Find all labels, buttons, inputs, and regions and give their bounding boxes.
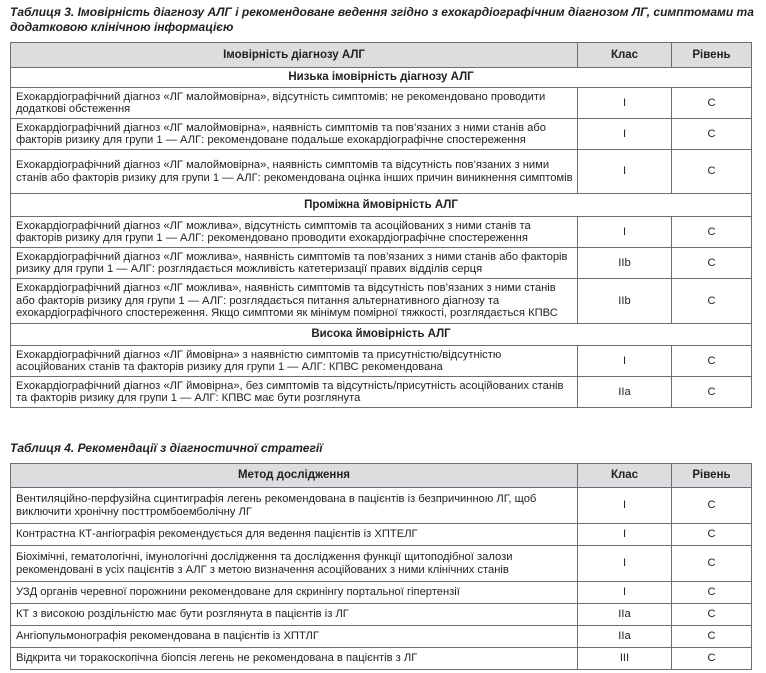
row-level: C <box>672 346 752 377</box>
section-title-high: Висока ймовірність АЛГ <box>11 324 752 346</box>
table3-header-row <box>11 43 752 68</box>
row-level: C <box>672 648 752 670</box>
row-level: C <box>672 524 752 546</box>
row-class: I <box>578 488 672 524</box>
section-row <box>11 324 752 346</box>
table-row <box>11 119 752 150</box>
header-level: Рівень <box>672 43 752 68</box>
row-class: I <box>578 346 672 377</box>
row-level: C <box>672 488 752 524</box>
row-text: Ехокардіографічний діагноз «ЛГ можлива», наявність симптомів та пов’язаних з ними станів або факторів ризику для групи 1 — АЛГ: розглядається можливість катетеризації правих відділів серця <box>11 248 578 279</box>
row-level: C <box>672 279 752 324</box>
row-level: C <box>672 626 752 648</box>
row-text: Ехокардіографічний діагноз «ЛГ малоймовірна», наявність симптомів та відсутність пов’язаних з ними станів або факторів ризику для групи 1 — АЛГ: рекомендована оцінка інших причин виникнення симптомів <box>11 150 578 194</box>
section-row <box>11 68 752 88</box>
row-class: III <box>578 648 672 670</box>
table-row <box>11 150 752 194</box>
header-method: Метод дослідження <box>11 464 578 488</box>
row-level: C <box>672 119 752 150</box>
table-row <box>11 377 752 408</box>
row-level: C <box>672 546 752 582</box>
table-row <box>11 546 752 582</box>
row-text: Ехокардіографічний діагноз «ЛГ ймовірна» з наявністю симптомів та присутністю/відсутністю асоційованих станів та факторів ризику для групи 1 — АЛГ: КПВС рекомендована <box>11 346 578 377</box>
row-class: I <box>578 150 672 194</box>
row-level: C <box>672 377 752 408</box>
row-text: Ехокардіографічний діагноз «ЛГ ймовірна», без симптомів та відсутність/присутність асоційованих станів та факторів ризику для групи 1 — АЛГ: КПВС має бути розглянута <box>11 377 578 408</box>
row-text: Ехокардіографічний діагноз «ЛГ можлива», відсутність симптомів та асоційованих з ними станів та факторів ризику для групи 1 — АЛГ: рекомендовано проводити ехокардіографічне спостереження <box>11 217 578 248</box>
table-row <box>11 648 752 670</box>
row-class: IIa <box>578 604 672 626</box>
row-text: Ехокардіографічний діагноз «ЛГ можлива», наявність симптомів та відсутність пов’язаних з ними станів або факторів ризику для групи 1 — АЛГ: розглядається питання альтернативного діагнозу та ехокардіографічного спостереження. Якщо симптоми як мінімум помірної тяжкості, розглядається КПВС <box>11 279 578 324</box>
row-class: I <box>578 582 672 604</box>
row-level: C <box>672 217 752 248</box>
table3-caption: Таблиця 3. Імовірність діагнозу АЛГ і рекомендоване ведення згідно з ехокардіографічним діагнозом ЛГ, симптомами та додатковою клінічною інформацією <box>10 5 754 34</box>
header-probability: Імовірність діагнозу АЛГ <box>11 43 578 68</box>
row-class: I <box>578 88 672 119</box>
row-class: IIb <box>578 279 672 324</box>
row-level: C <box>672 88 752 119</box>
row-text: Контрастна КТ-ангіографія рекомендується для ведення пацієнтів із ХПТЕЛГ <box>11 524 578 546</box>
row-class: IIa <box>578 626 672 648</box>
table4-header-row <box>11 464 752 488</box>
table3 <box>10 42 752 408</box>
table-row <box>11 88 752 119</box>
table-row <box>11 248 752 279</box>
row-text: Ехокардіографічний діагноз «ЛГ малоймовірна», наявність симптомів та пов’язаних з ними станів або факторів ризику для групи 1 — АЛГ: рекомендоване подальше ехокардіографічне спостереження <box>11 119 578 150</box>
row-class: IIa <box>578 377 672 408</box>
table4-caption: Таблиця 4. Рекомендації з діагностичної стратегії <box>10 441 323 455</box>
table-row <box>11 604 752 626</box>
section-row <box>11 194 752 217</box>
row-text: КТ з високою роздільністю має бути розглянута в пацієнтів із ЛГ <box>11 604 578 626</box>
section-title-intermediate: Проміжна ймовірність АЛГ <box>11 194 752 217</box>
section-title-low: Низька імовірність діагнозу АЛГ <box>11 68 752 88</box>
row-level: C <box>672 150 752 194</box>
table-row <box>11 217 752 248</box>
row-text: УЗД органів черевної порожнини рекомендоване для скринінгу портальної гіпертензії <box>11 582 578 604</box>
row-class: I <box>578 546 672 582</box>
row-text: Біохімічні, гематологічні, імунологічні дослідження та дослідження функції щитоподібної залози рекомендовані в усіх пацієнтів з АЛГ з метою визначення асоційованих з ними клінічних станів <box>11 546 578 582</box>
table-row <box>11 346 752 377</box>
row-level: C <box>672 582 752 604</box>
table4 <box>10 463 752 670</box>
row-class: I <box>578 217 672 248</box>
row-text: Ангіопульмонографія рекомендована в пацієнтів із ХПТЛГ <box>11 626 578 648</box>
table-row <box>11 279 752 324</box>
table-row <box>11 626 752 648</box>
row-text: Ехокардіографічний діагноз «ЛГ малоймовірна», відсутність симптомів: не рекомендовано проводити додаткові обстеження <box>11 88 578 119</box>
row-class: I <box>578 524 672 546</box>
row-text: Вентиляційно-перфузійна сцинтиграфія легень рекомендована в пацієнтів із безпричинною ЛГ, щоб виключити хронічну посттромбоемболічну ЛГ <box>11 488 578 524</box>
table-row <box>11 488 752 524</box>
row-level: C <box>672 604 752 626</box>
header-class: Клас <box>578 43 672 68</box>
row-level: C <box>672 248 752 279</box>
header-level: Рівень <box>672 464 752 488</box>
header-class: Клас <box>578 464 672 488</box>
table-row <box>11 524 752 546</box>
row-class: IIb <box>578 248 672 279</box>
table-row <box>11 582 752 604</box>
row-text: Відкрита чи торакоскопічна біопсія легень не рекомендована в пацієнтів з ЛГ <box>11 648 578 670</box>
row-class: I <box>578 119 672 150</box>
